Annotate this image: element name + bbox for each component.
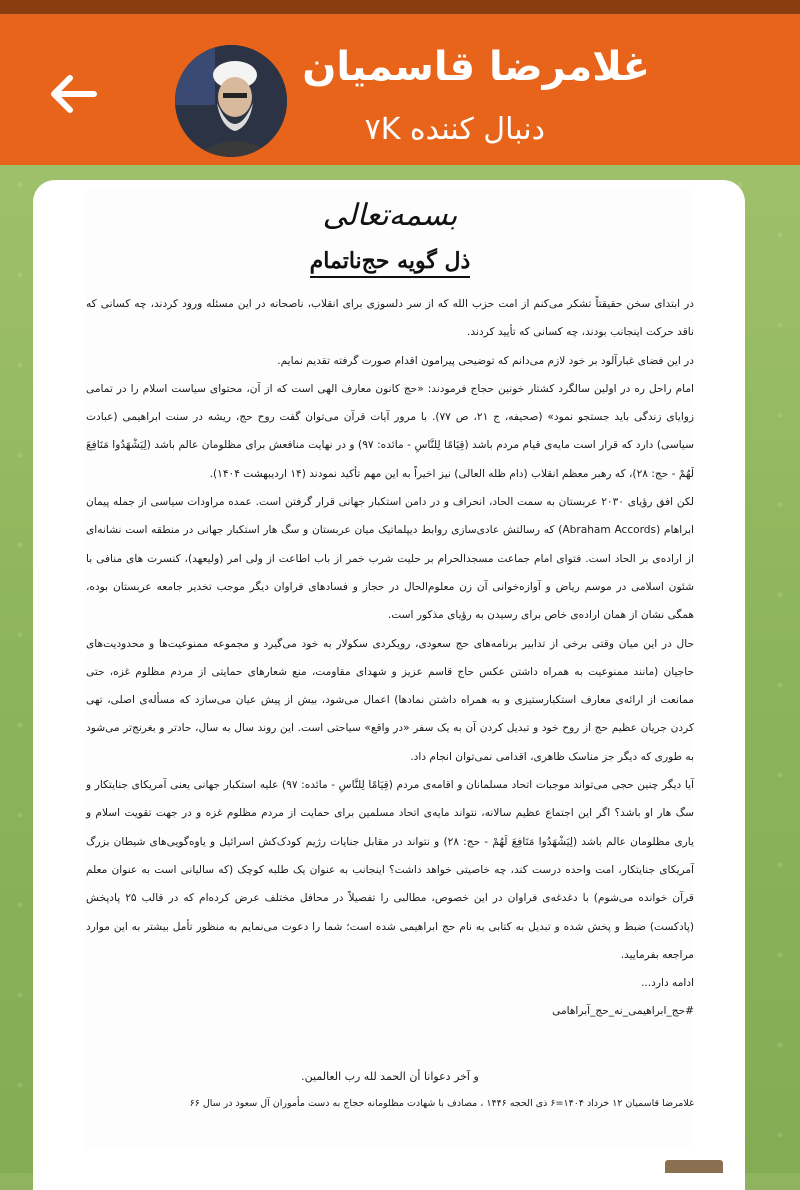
statement-document [86,190,694,1150]
paragraph: در ابتدای سخن حقیقتاً تشکر می‌کنم از امت حزب الله که از سر دلسوزی برای انقلاب، ناصحانه در این مسئله ورود کردند، چه کسانی که ناقد حرکت اینجانب بودند، چه کسانی که تأیید کردند. [86,298,694,339]
document-body [86,290,694,1026]
arrow-left-icon [50,74,98,114]
status-bar [0,0,800,14]
paragraph: حال در این میان وقتی برخی از تدابیر برنامه‌های حج سعودی، رویکردی سکولار به خود می‌گیرد و مجموعه ممنوعیت‌ها و محدودیت‌های حاجیان (مانند ممنوعیت به همراه داشتن عکس حاج قاسم عزیز و شهدای مقاومت، منع شعارهای حمایتی از مردم مظلوم غزه، حتی ممانعت از ارائه‌ی معارف استکبارستیزی و به همراه داشتن نمادها) اعمال می‌شود، بیش از پیش عیان می‌سازد که مسأله‌ی اصلی، تهی کردن جریان عظیم حج از روح خود و تبدیل کردن آن به یک سفر «در واقع» سیاحتی است. این روند سال به سال، حادتر و بغرنج‌تر می‌شود به طوری که دیگر جز مناسک ظاهری، اقدامی نمی‌توان انجام داد. [86,637,694,763]
paragraph: لکن افق رؤیای ۲۰۳۰ عربستان به سمت الحاد، انحراف و در دامن استکبار جهانی قرار گرفتن است. عمده مراودات سیاسی از جمله پیمان ابراهام (Abraham Accords) که رسالتش عادی‌سازی روابط دیپلماتیک میان عربستان و سگ هار استکبار جهانی در منطقه است نشانه‌ای از اراده‌ی بر الحاد است. فتوای امام جماعت مسجدالحرام بر حلیت شرب خمر از باب اطاعت از ولی امر (ولیعهد)، کنسرت های منافی با شئون اسلامی در موسم ریاض و آوازه‌خوانی آن زن معلوم‌الحال در حجاز و فسادهای فراوان دیگر موجب تخدیر جامعه عربستان بوده، همگی نشان از همان اراده‌ی خاص برای رسیدن به رؤیای مذکور است. [86,496,694,622]
closing-line: و آخر دعوانا أن الحمد لله رب العالمين. [301,1070,479,1083]
paragraph: آیا دیگر چنین حجی می‌تواند موجبات اتحاد مسلمانان و اقامه‌ی مردم (قِيَامًا لِلنَّاسِ - مائده: ۹۷) علیه استکبار جهانی یعنی آمریکای جنایتکار و سگ هار او باشد؟ اگر این اجتماع عظیم سالانه، نتواند مایه‌ی اتحاد مسلمین برای حمایت از مردم مظلوم غزه و در جهت تقویت اسلام و یاری مظلومان عالم باشد (لِيَشْهَدُوا مَنَافِعَ لَهُمْ - حج: ۲۸) و نتواند در مقابل جنایات رژیم کودک‌کش اسرائیل و یاوه‌گویی‌های شیطان بزرگ آمریکای جنایتکار، امت واحده درست کند، چه خاصیتی خواهد داشت؟ اینجانب به عنوان یک طلبه کوچک (که سالیانی است به عنوان معلم قرآن خوانده می‌شوم) با دغدغه‌ی فراوان در این خصوص، مطالبی را تفصیلاً در محافل مختلف عرض کرده‌ام که در قالب ۲۵ پادپخش (پادکست) ضبط و پخش شده و تبدیل به کتابی به نام حج ابراهیمی شده است؛ شما را دعوت می‌نمایم به منظور تأمل بیشتر به این موارد مراجعه بفرمایید. [86,779,694,961]
hashtag[interactable]: #حج_ابراهیمی_نه_حج_آبراهامی [552,1005,694,1018]
paragraph: امام راحل ره در اولین سالگرد کشتار خونین حجاج فرمودند: «حج کانون معارف الهی است که از آن، محتوای سیاست اسلام را در تمامی زوایای زندگی باید جستجو نمود» (صحیفه، ج ۲۱، ص ۷۷). با مرور آیات قرآن می‌توان گفت روح حج، ریشه در سنت ابراهیمی (عبادت سیاسی) دارد که قرار است مایه‌ی قیام مردم باشد (قِيَامًا لِلنَّاسِ - مائده: ۹۷) و در نهایت منافعش برای مظلومان عالم باشد (لِيَشْهَدُوا مَنَافِعَ لَهُمْ - حج: ۲۸)، که رهبر معظم انقلاب (دام ظله العالی) نیز اخیراً به این مهم تأکید نمودند (۱۴ اردیبهشت ۱۴۰۴). [86,382,694,480]
document-logo: بسمه‌تعالی [322,198,458,233]
signature-line: غلامرضا قاسمیان ۱۲ خرداد ۱۴۰۴=۶ ذی الحجه ۱۴۴۶ ، مصادف با شهادت مظلومانه حجاج به دست مأموران آل سعود در سال ۶۶ [189,1098,694,1109]
paragraph: در این فضای غبارآلود بر خود لازم می‌دانم که توضیحی پیرامون اقدام صورت گرفته تقدیم نمایم. [277,354,694,367]
next-media-thumbnail[interactable] [665,1160,723,1173]
follower-count: دنبال کننده ۷K [364,112,545,147]
channel-title: غلامرضا قاسمیان [302,44,650,90]
document-title: ذل گویه حج‌ناتمام [86,248,694,274]
paragraph: ادامه دارد... [641,977,694,990]
channel-header [0,14,800,165]
back-button[interactable] [42,62,106,126]
